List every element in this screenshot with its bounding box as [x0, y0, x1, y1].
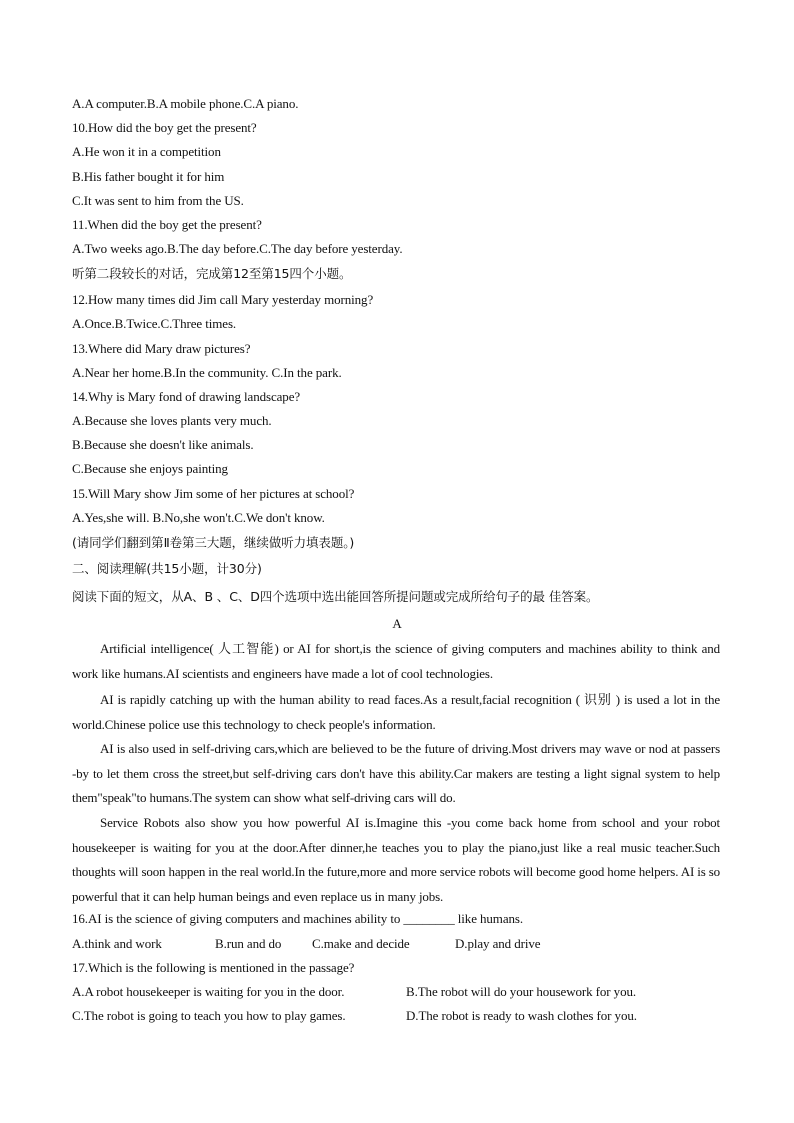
q12-stem: 12.How many times did Jim call Mary yesterday morning? — [72, 292, 374, 307]
passage-label: A — [392, 616, 402, 631]
q17-option-b: B.The robot will do your housework for you. — [406, 984, 637, 999]
passage-paragraph-3: AI is also used in self-driving cars,which are believed to be the future of driving.Most drivers may wave or nod at passers -by to let them cross the street,but self-driving cars don't have this ability.Car makers are testing a light signal system to help them"speak"to humans.The system can show what self-driving cars will do. — [72, 741, 720, 806]
q15-options: A.Yes,she will. B.No,she won't.C.We don't know. — [72, 510, 325, 525]
q16-option-c: C.make and decide — [312, 936, 410, 951]
q11-stem: 11.When did the boy get the present? — [72, 217, 262, 232]
dialogue2-instruction: 听第二段较长的对话，完成第12至第15四个小题。 — [72, 266, 352, 281]
passage-paragraph-2: AI is rapidly catching up with the human ability to read faces.As a result,facial recognition ( 识别 ) is used a lot in the world.Chinese police use this technology to check people's information. — [72, 692, 720, 732]
q14-option-b: B.Because she doesn't like animals. — [72, 437, 254, 452]
q12-options: A.Once.B.Twice.C.Three times. — [72, 316, 237, 331]
q17-options-row-1 — [72, 984, 636, 1000]
q16-option-a: A.think and work — [72, 936, 162, 951]
q14-stem: 14.Why is Mary fond of drawing landscape? — [72, 389, 301, 404]
q10-option-b: B.His father bought it for him — [72, 169, 225, 184]
q14-option-a: A.Because she loves plants very much. — [72, 413, 272, 428]
q17-stem: 17.Which is the following is mentioned in the passage? — [72, 960, 355, 975]
q17-option-c: C.The robot is going to teach you how to play games. — [72, 1008, 346, 1023]
q10-option-c: C.It was sent to him from the US. — [72, 193, 244, 208]
q16-option-d: D.play and drive — [455, 936, 541, 951]
reading-instruction: 阅读下面的短文，从A、B 、C、D四个选项中选出能回答所提问题或完成所给句子的最 佳答案。 — [72, 589, 599, 604]
passage-paragraph-4: Service Robots also show you how powerful AI is.Imagine this -you come back home from school and your robot housekeeper is waiting for you at the door.After dinner,he teaches you to play the piano,just like a real music teacher.Such thoughts will soon happen in the real world.In the future,more and more service robots will become good home helpers. AI is so powerful that it can help human beings and even replace us in many jobs. — [72, 815, 720, 904]
reading-section-heading: 二、阅读理解(共15小题，计30分) — [72, 561, 262, 576]
q17-options-row-2 — [72, 1008, 637, 1024]
q10-option-a: A.He won it in a competition — [72, 144, 221, 159]
turn-page-note: (请同学们翻到第Ⅱ卷第三大题，继续做听力填表题。) — [72, 535, 355, 550]
q16-stem: 16.AI is the science of giving computers and machines ability to ________ like humans. — [72, 911, 524, 926]
q16-option-b: B.run and do — [215, 936, 282, 951]
q13-stem: 13.Where did Mary draw pictures? — [72, 341, 251, 356]
q9-options: A.A computer.B.A mobile phone.C.A piano. — [72, 96, 299, 111]
q13-options: A.Near her home.B.In the community. C.In the park. — [72, 365, 342, 380]
q11-options: A.Two weeks ago.B.The day before.C.The day before yesterday. — [72, 241, 403, 256]
passage-paragraph-1: Artificial intelligence( 人工智能) or AI for short,is the science of giving computers and machines ability to think and work like humans.AI scientists and engineers have made a lot of cool technologies. — [72, 641, 720, 681]
q16-options — [72, 936, 540, 952]
q17-option-d: D.The robot is ready to wash clothes for you. — [406, 1008, 637, 1023]
q17-option-a: A.A robot housekeeper is waiting for you in the door. — [72, 984, 345, 999]
q15-stem: 15.Will Mary show Jim some of her pictures at school? — [72, 486, 355, 501]
q10-stem: 10.How did the boy get the present? — [72, 120, 257, 135]
q14-option-c: C.Because she enjoys painting — [72, 461, 228, 476]
